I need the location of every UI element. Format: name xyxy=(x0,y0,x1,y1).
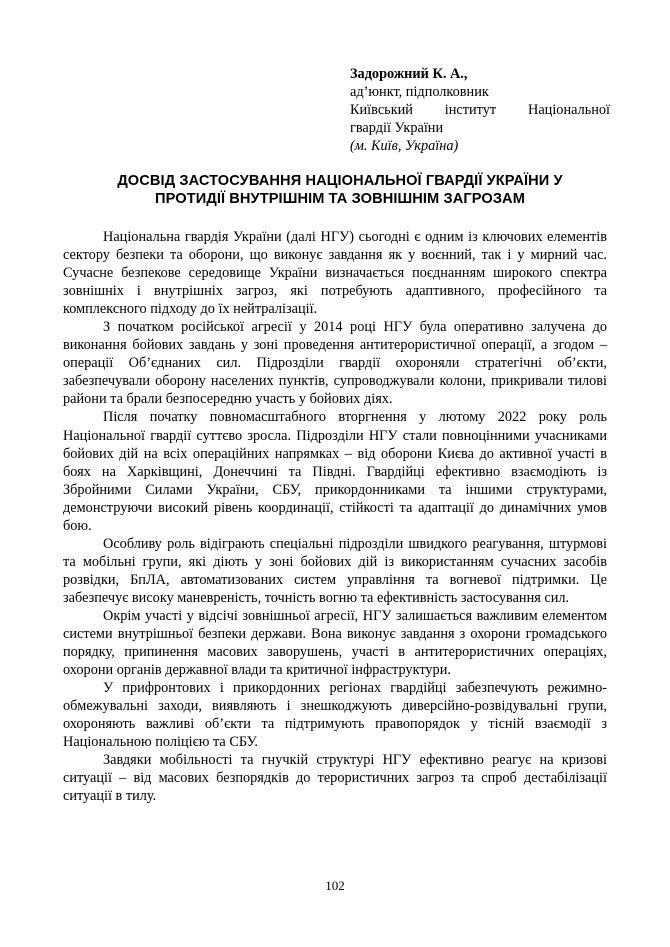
paragraph: Завдяки мобільності та гнучкій структурі НГУ ефективно реагує на кризові ситуації – від масових безпорядків до терористичних загроз та спроб дестабілізації ситуації в тилу. xyxy=(63,752,607,805)
page-number: 102 xyxy=(325,878,345,893)
paragraph: З початком російської агресії у 2014 році НГУ була оперативно залучена до виконання бойових завдань у зоні проведення антитерористичної операції, а згодом – операції Об’єднаних сил. Підрозділи гвардії охороняли стратегічні об’єкти, забезпечували оборону населених пунктів, супроводжували колони, прикривали тилові райони та брали безпосередню участь у бойових діях. xyxy=(63,319,607,408)
paragraph: Особливу роль відіграють спеціальні підрозділи швидкого реагування, штурмові та мобільні групи, які діють у зоні бойових дій із використанням сучасних засобів розвідки, БпЛА, автоматизованих систем управління та вогневої підтримки. Це забезпечує високу маневреність, точність вогню та ефективність застосування сил. xyxy=(63,535,607,606)
article-title-line1: ДОСВІД ЗАСТОСУВАННЯ НАЦІОНАЛЬНОЇ ГВАРДІЇ УКРАЇНИ У xyxy=(117,173,563,189)
article-title xyxy=(90,172,590,208)
article-title-line2: ПРОТИДІЇ ВНУТРІШНІМ ТА ЗОВНІШНІМ ЗАГРОЗАМ xyxy=(155,191,525,207)
author-city: (м. Київ, Україна) xyxy=(350,138,459,154)
author-position: ад’юнкт, підполковник xyxy=(350,84,489,100)
author-name: Задорожний К. А., xyxy=(350,66,468,82)
paragraph: Окрім участі у відсічі зовнішньої агресії, НГУ залишається важливим елементом системи внутрішньої безпеки держави. Вона виконує завдання з охорони громадського порядку, припинення масових заворушень, участі в антитерористичних операціях, охорони органів державної влади та критичної інфраструктури. xyxy=(63,607,607,679)
paragraph: Національна гвардія України (далі НГУ) сьогодні є одним із ключових елементів сектору безпеки та оборони, що виконує завдання як у воєнний, так і у мирний час. Сучасне безпекове середовище України визначається поєднанням широкого спектра зовнішніх і внутрішніх загроз, які потребують адаптивного, професійного та комплексного підходу до їх нейтралізації. xyxy=(63,229,607,318)
paragraph: У прифронтових і прикордонних регіонах гвардійці забезпечують режимно-обмежувальні заходи, виявляють і знешкоджують диверсійно-розвідувальні групи, охороняють важливі об’єкти та підтримують правопорядок у тісній взаємодії з Національною поліцією та СБУ. xyxy=(63,680,607,751)
author-block xyxy=(350,65,610,155)
author-institution-line2: гвардії України xyxy=(350,120,444,136)
author-institution-line1: Київський інститут Національної xyxy=(350,102,610,118)
paragraph: Після початку повномасштабного вторгнення у лютому 2022 року роль Національної гвардії суттєво зросла. Підрозділи НГУ стали повноцінними учасниками бойових дій на всіх операційних напрямках – від оборони Києва до активної участі в боях на Харківщині, Донеччині та Півдні. Гвардійці ефективно взаємодіють із Збройними Силами України, СБУ, прикордонниками та іншими структурами, демонструючи високий рівень координації, стійкості та адаптації до динамічних умов бою. xyxy=(63,409,607,534)
article-body xyxy=(63,228,607,806)
